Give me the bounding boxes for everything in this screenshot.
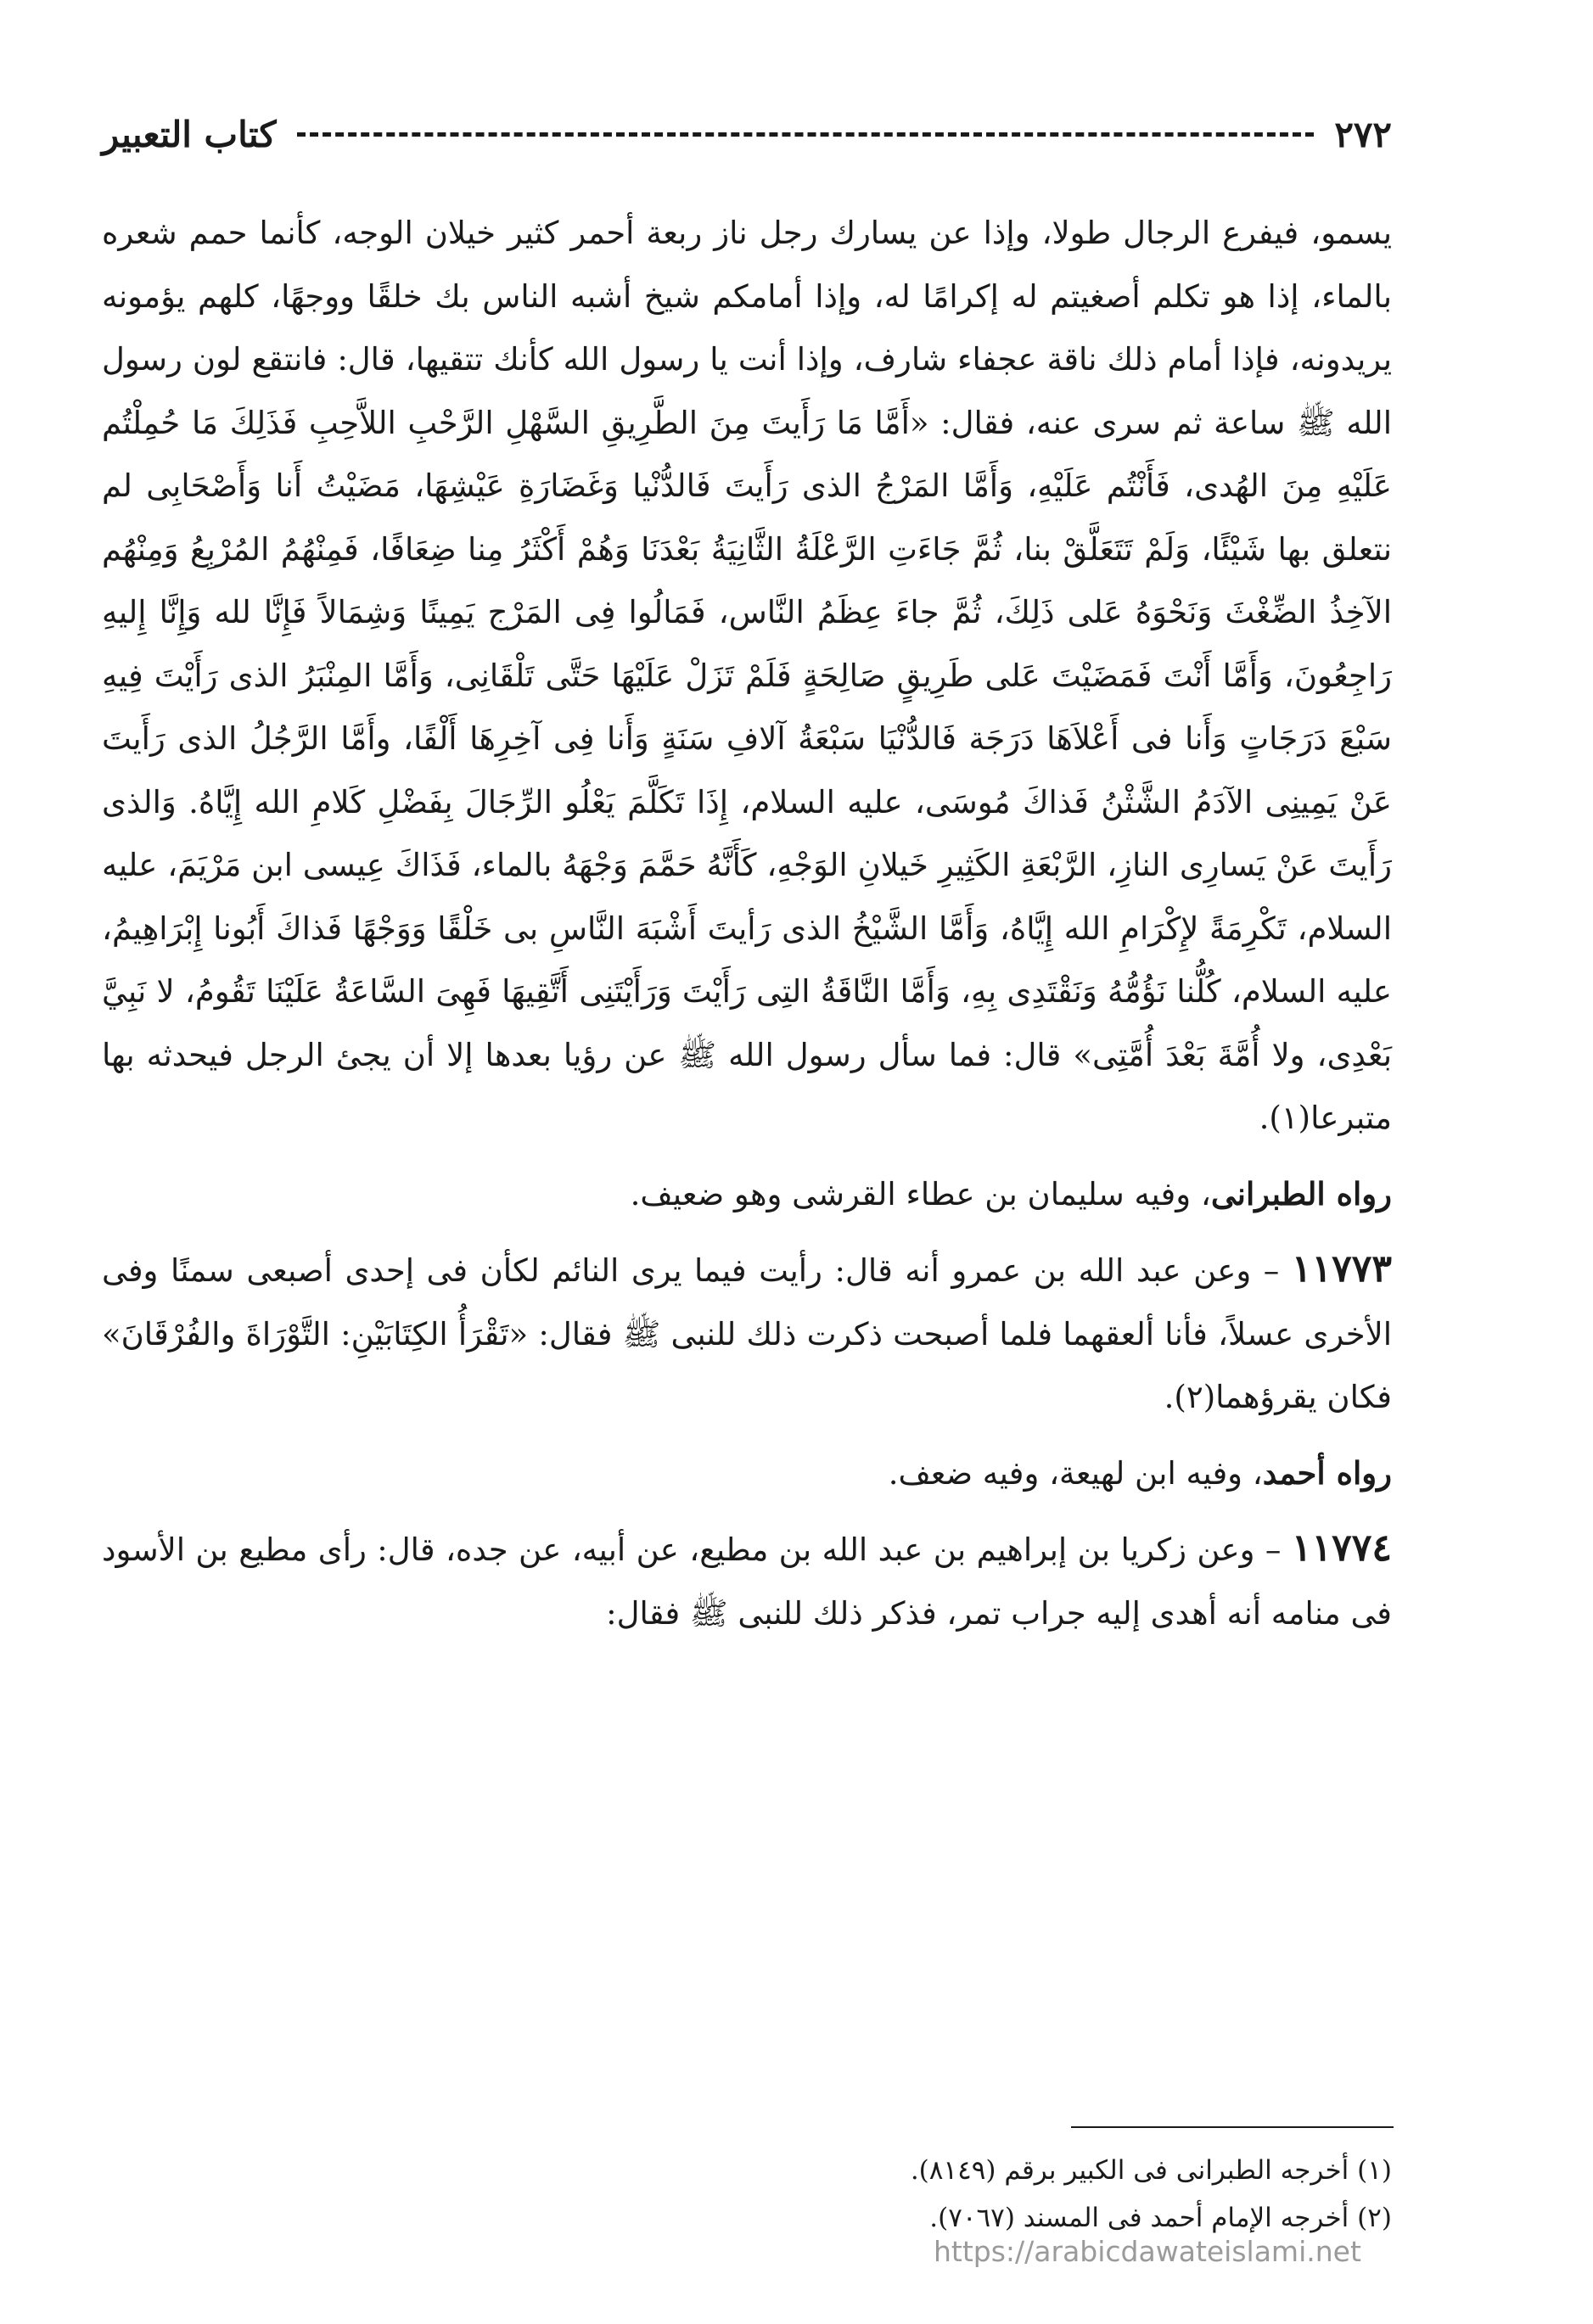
main-text (102, 202, 1392, 1645)
hadith-entry (102, 1517, 1392, 1645)
page-number: ٢٧٢ (1334, 113, 1392, 155)
narration-note-text: ، وفيه ابن لهيعة، وفيه ضعف. (888, 1454, 1263, 1492)
hadith-paragraph: يسمو، فيفرع الرجال طولا، وإذا عن يسارك رجل ناز ربعة أحمر كثير خيلان الوجه، كأنما حمم شعره بالماء، إذا هو تكلم أصغيتم له إكرامًا له، وإذا أمامكم شيخ أشبه الناس بك خلقًا ووجهًا، كلهم يؤمونه يريدونه، فإذا أمام ذلك ناقة عجفاء شارف، وإذا أنت يا رسول الله كأنك تتقيها، قال: فانتقع لون رسول الله ﷺ ساعة ثم سرى عنه، فقال: «أَمَّا مَا رَأَيتَ مِنَ الطَّرِيقِ السَّهْلِ الرَّحْبِ اللاَّحِبِ فَذَلِكَ مَا حُمِلْتُم عَلَيْهِ مِنَ الهُدى، فَأَنْتُم عَلَيْهِ، وَأَمَّا المَرْجُ الذى رَأَيتَ فَالدُّنْيا وَغَضَارَةِ عَيْشِهَا، مَضَيْتُ أَنا وَأَصْحَابِى لم نتعلق بها شَيْئًا، وَلَمْ تَتَعَلَّقْ بنا، ثُمَّ جَاءَتِ الرَّعْلَةُ الثَّانِيَةُ بَعْدَنَا وَهُمْ أَكْثَرُ مِنا ضِعَافًا، فَمِنْهُمُ المُرْبِعُ وَمِنْهُم الآخِذُ الضِّغْثَ وَنَحْوَهُ عَلى ذَلِكَ، ثُمَّ جاءَ عِظَمُ النَّاس، فَمَالُوا فِى المَرْج يَمِينًا وَشِمَالاً فَإِنَّا لله وَإِنَّا إِليهِ رَاجِعُونَ، وَأَمَّا أَنْتَ فَمَضَيْتَ عَلى طَرِيقٍ صَالِحَةٍ فَلَمْ تَزَلْ عَلَيْهَا حَتَّى تَلْقَانِى، وَأَمَّا المِنْبَرُ الذى رَأَيْتَ فِيهِ سَبْعَ دَرَجَاتٍ وَأَنا فى أَعْلاَهَا دَرَجَة فَالدُّنْيَا سَبْعَةُ آلافِ سَنَةٍ وَأَنا فِى آخِرِهَا أَلْفًا، وأَمَّا الرَّجُلُ الذى رَأَيتَ عَنْ يَمِينِى الآدَمُ الشَّثْنُ فَذاكَ مُوسَى، عليه السلام، إِذَا تَكَلَّمَ يَعْلُو الرِّجَالَ بِفَضْلِ كَلامِ الله إِيَّاهُ. وَالذى رَأَيتَ عَنْ يَسارِى النازِ، الرَّبْعَةِ الكَثِيرِ خَيلانِ الوَجْهِ، كَأَنَّهُ حَمَّمَ وَجْهَهُ بالماء، فَذَاكَ عِيسى ابن مَرْيَمَ، عليه السلام، تَكْرِمَةً لإِكْرَامِ الله إِيَّاهُ، وَأَمَّا الشَّيْخُ الذى رَأيتَ أَشْبَهَ النَّاسِ بى خَلْقًا وَوَجْهًا فَذاكَ أَبُونا إِبْرَاهِيمُ، عليه السلام، كُلُّنا نَؤُمُّهُ وَنَقْتَدِى بِهِ، وَأَمَّا النَّاقَةُ التِى رَأَيْتَ وَرَأَيْتَنِى أَتَّقِيهَا فَهِىَ السَّاعَةُ عَلَيْنَا تَقُومُ، لا نَبِيَّ بَعْدِى، ولا أُمَّةَ بَعْدَ أُمَّتِى» قال: فما سأل رسول الله ﷺ عن رؤيا بعدها إلا أن يجئ الرجل فيحدثه بها متبرعا(١). (102, 215, 1392, 1136)
narrator-label: رواه الطبرانى (1210, 1174, 1392, 1212)
book-title: كتاب التعبير (102, 113, 277, 155)
watermark-url: https://arabicdawateislami.net (934, 2235, 1361, 2268)
footnote-item: (٢) أخرجه الإمام أحمد فى المسند (٧٠٦٧). (929, 2203, 1392, 2233)
footnote-item: (١) أخرجه الطبرانى فى الكبير برقم (٨١٤٩). (910, 2155, 1392, 2186)
hadith-entry (102, 1238, 1392, 1430)
narration-note (102, 1442, 1392, 1506)
header-divider (297, 132, 1315, 137)
narration-note-text: ، وفيه سليمان بن عطاء القرشى وهو ضعيف. (630, 1175, 1211, 1212)
hadith-number: ١١٧٧٣ (1291, 1247, 1392, 1291)
hadith-number: ١١٧٧٤ (1291, 1526, 1392, 1570)
hadith-text: – وعن عبد الله بن عمرو أنه قال: رأيت فيما يرى النائم لكأن فى إحدى أصبعى سمنًا وفى الأخرى عسلاً، فأنا ألعقهما فلما أصبحت ذكرت ذلك للنبى ﷺ فقال: «تَقْرَأُ الكِتَابَيْنِ: التَّوْرَاةَ والفُرْقَانَ» فكان يقرؤهما(٢). (102, 1252, 1392, 1415)
page-header (102, 109, 1392, 160)
footnotes (102, 2147, 1392, 2242)
hadith-text: – وعن زكريا بن إبراهيم بن عبد الله بن مطيع، عن أبيه، عن جده، قال: رأى مطيع بن الأسود فى منامه أنه أهدى إليه جراب تمر، فذكر ذلك للنبى ﷺ فقال: (102, 1532, 1392, 1632)
narration-note (102, 1162, 1392, 1227)
narrator-label: رواه أحمد (1262, 1453, 1392, 1492)
footnote-divider (1071, 2126, 1394, 2128)
